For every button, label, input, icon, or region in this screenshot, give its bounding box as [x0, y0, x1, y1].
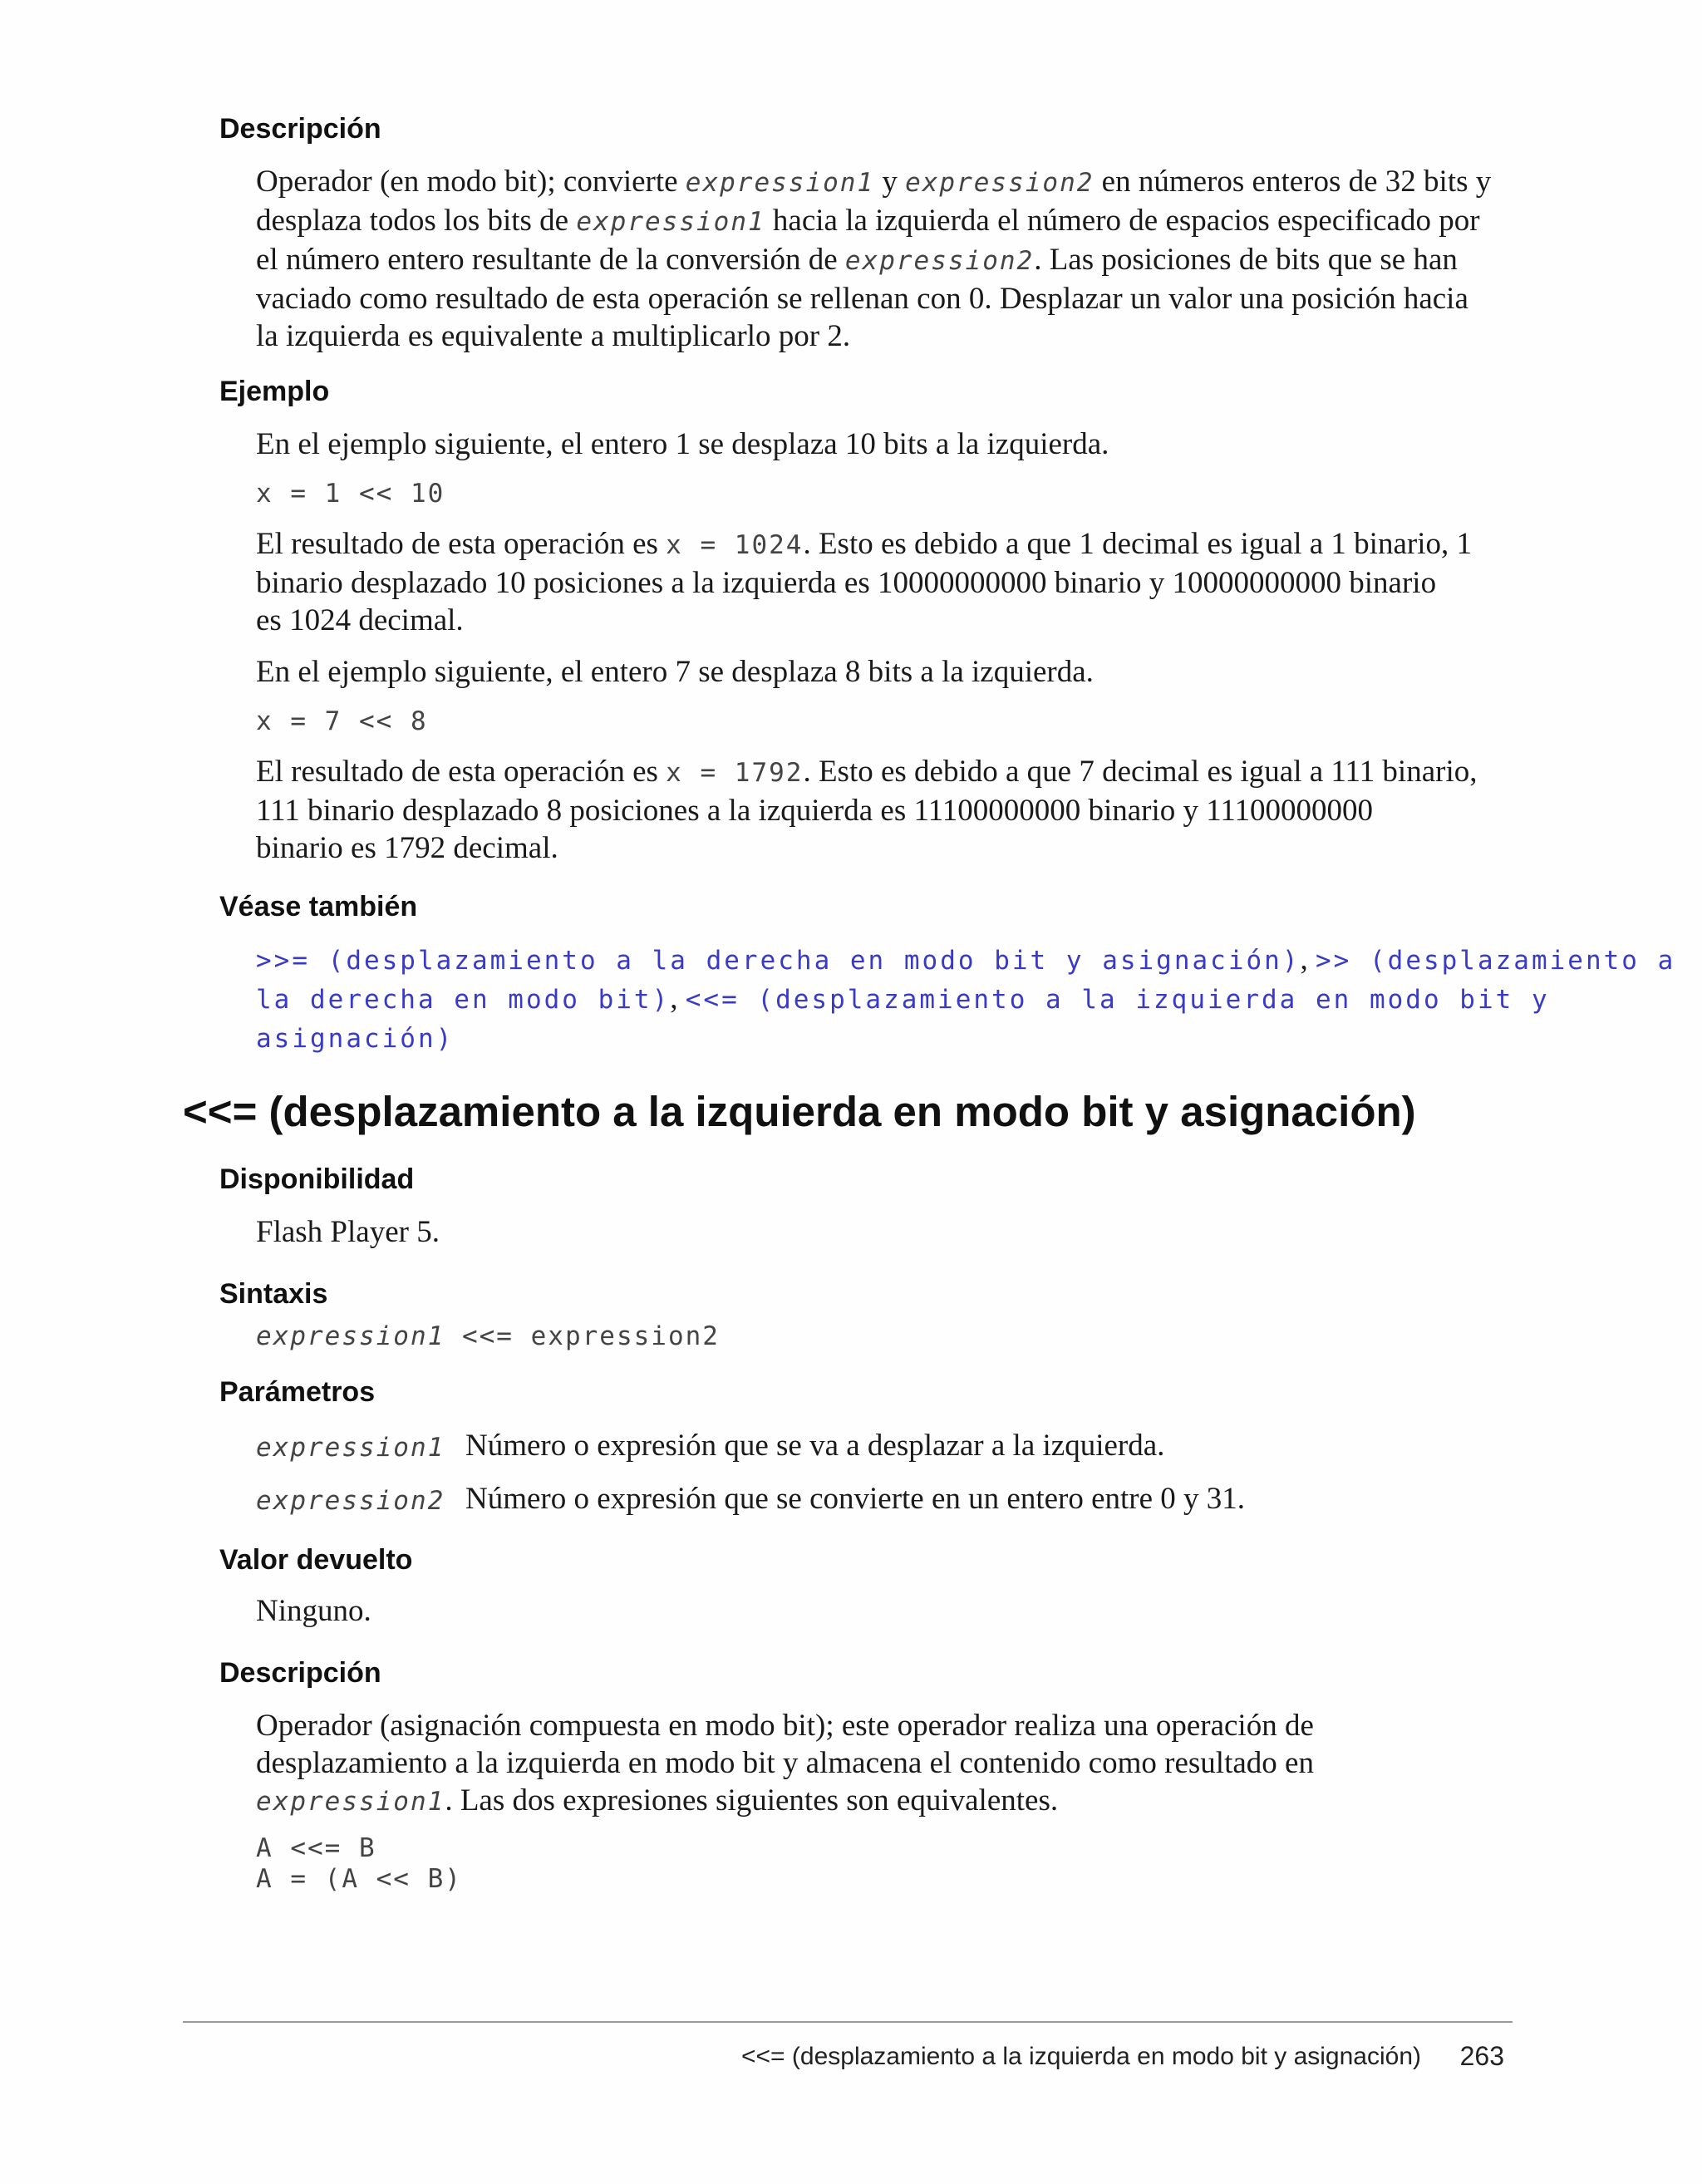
description-line: vaciado como resultado de esta operación se rellenan con 0. Desplazar un valor una posición hacia — [256, 282, 1468, 316]
example1-intro: En el ejemplo siguiente, el entero 1 se desplaza 10 bits a la izquierda. — [256, 427, 1109, 461]
description-paragraph — [256, 163, 1515, 355]
description-line: la izquierda es equivalente a multiplicarlo por 2. — [256, 319, 851, 353]
link-left-shift-assign[interactable]: <<= (desplazamiento a la izquierda en modo bit y — [685, 985, 1550, 1015]
example2-intro: En el ejemplo siguiente, el entero 7 se desplaza 8 bits a la izquierda. — [256, 655, 1094, 689]
page-number: 263 — [1459, 2041, 1504, 2071]
footer-title: <<= (desplazamiento a la izquierda en modo bit y asignación) — [741, 2043, 1421, 2070]
see-also-links: >>= (desplazamiento a la derecha en modo bit y asignación), >> (desplazamiento a la derecha en modo bit), <<= (desplazamiento a la izquierda en modo bit y asignación) — [256, 942, 1676, 1054]
example2-code: x = 7 << 8 — [256, 706, 428, 736]
example2-result: El resultado de esta operación es x = 1792. Esto es debido a que 7 decimal es igual a 111 binario, 111 binario desplazado 8 posiciones a la izquierda es 11100000000 binario y 11100000000 binario es 1792 decimal. — [256, 755, 1478, 865]
return-heading: Valor devuelto — [219, 1544, 413, 1576]
footer-rule — [183, 2021, 1513, 2023]
example1-code: x = 1 << 10 — [256, 479, 445, 509]
description-line: desplaza todos los bits de expression1 hacia la izquierda el número de espacios especificado por — [256, 204, 1480, 238]
description-heading: Descripción — [219, 113, 381, 145]
param-name: expression1 — [256, 1433, 445, 1463]
example-heading: Ejemplo — [219, 376, 330, 407]
availability-text: Flash Player 5. — [256, 1215, 440, 1249]
link-right-shift-assign[interactable]: >>= (desplazamiento a la derecha en modo bit y asignación) — [256, 946, 1301, 976]
link-right-shift[interactable]: >> (desplazamiento a — [1316, 946, 1676, 976]
param-description: Número o expresión que se va a desplazar a la izquierda. — [465, 1429, 1165, 1463]
syntax-heading: Sintaxis — [219, 1278, 328, 1310]
param-description: Número o expresión que se convierte en un entero entre 0 y 31. — [465, 1482, 1246, 1516]
param-name: expression2 — [256, 1486, 445, 1516]
description-line: el número entero resultante de la conversión de expression2. Las posiciones de bits que se han — [256, 243, 1458, 277]
syntax-code: expression1 <<= expression2 — [256, 1321, 720, 1351]
description2-heading: Descripción — [219, 1657, 381, 1689]
description-line: Operador (en modo bit); convierte expression1 y expression2 en números enteros de 32 bits y — [256, 165, 1492, 199]
description2-paragraph: Operador (asignación compuesta en modo bit); este operador realiza una operación de desplazamiento a la izquierda en modo bit y almacena el contenido como resultado en expression1. Las dos expresiones siguientes son equivalentes. — [256, 1709, 1314, 1818]
availability-heading: Disponibilidad — [219, 1163, 415, 1195]
link-left-shift-assign[interactable]: asignación) — [256, 1024, 455, 1054]
example1-result: El resultado de esta operación es x = 1024. Esto es debido a que 1 decimal es igual a 1 binario, 1 binario desplazado 10 posiciones a la izquierda es 10000000000 binario y 10000000000 binario es 1024 decimal. — [256, 527, 1472, 637]
return-value: Ninguno. — [256, 1594, 371, 1628]
see-also-heading: Véase también — [219, 891, 418, 922]
section-title: <<= (desplazamiento a la izquierda en modo bit y asignación) — [183, 1088, 1416, 1135]
equivalence-code: A <<= B A = (A << B) — [256, 1833, 462, 1894]
link-right-shift[interactable]: la derecha en modo bit) — [256, 985, 671, 1015]
parameters-heading: Parámetros — [219, 1376, 376, 1408]
